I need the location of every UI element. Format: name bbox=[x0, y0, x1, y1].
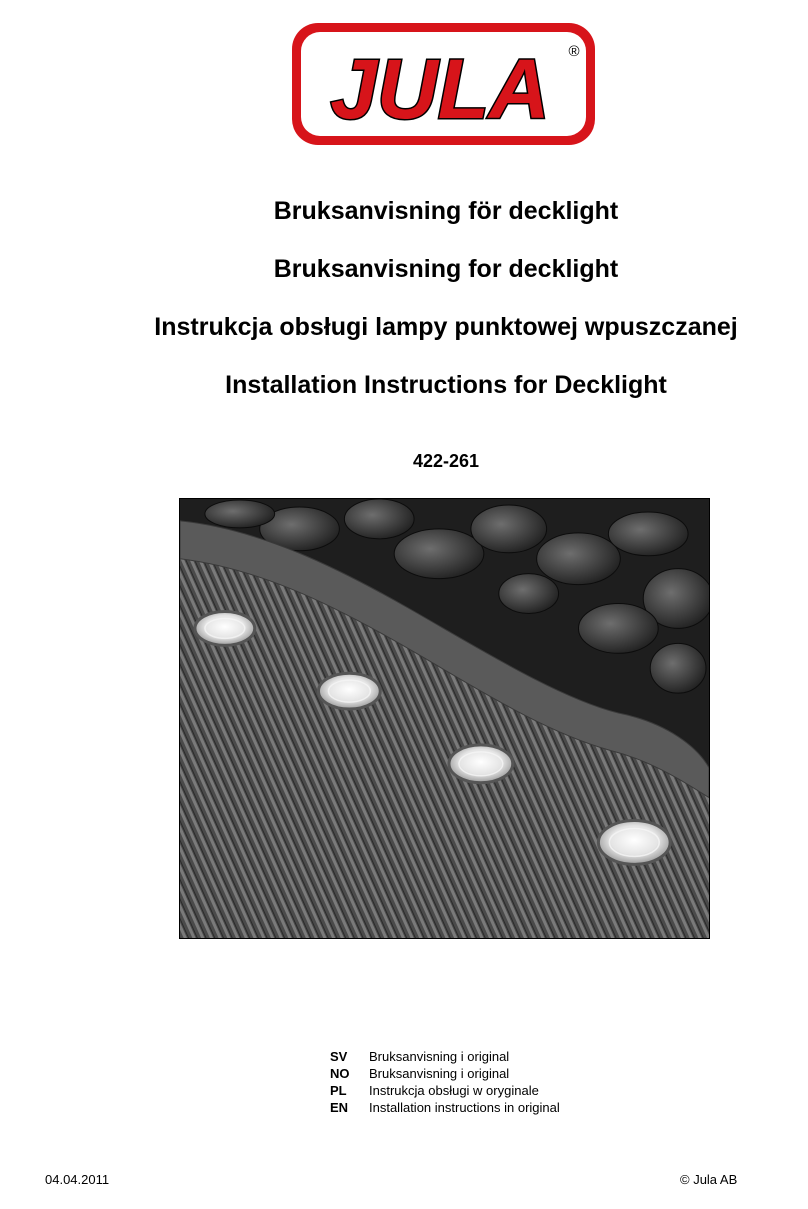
language-code: EN bbox=[330, 1100, 349, 1115]
language-text: Bruksanvisning i original bbox=[369, 1049, 510, 1064]
language-text: Instrukcja obsługi w oryginale bbox=[369, 1083, 539, 1098]
jula-logo-graphic bbox=[290, 21, 597, 147]
language-code: NO bbox=[330, 1066, 350, 1081]
title-swedish: Bruksanvisning för decklight bbox=[273, 197, 619, 225]
language-row-sv bbox=[330, 1048, 560, 1065]
title-polish: Instrukcja obsługi lampy punktowej wpuszczanej bbox=[154, 313, 738, 341]
logo-brand-text: JULA bbox=[330, 42, 550, 136]
document-date: 04.04.2011 bbox=[45, 1172, 110, 1187]
title-english: Installation Instructions for Decklight bbox=[225, 371, 667, 399]
language-text: Bruksanvisning i original bbox=[369, 1066, 510, 1081]
model-number: 422-261 bbox=[412, 451, 480, 471]
language-row-no bbox=[330, 1065, 560, 1082]
jula-logo bbox=[290, 21, 597, 147]
copyright-notice: © Jula AB bbox=[680, 1172, 738, 1187]
title-norwegian: Bruksanvisning for decklight bbox=[273, 255, 619, 283]
registered-mark: ® bbox=[568, 43, 580, 60]
language-code: PL bbox=[330, 1083, 347, 1098]
product-photo bbox=[179, 498, 710, 939]
language-text: Installation instructions in original bbox=[369, 1100, 560, 1115]
language-row-pl bbox=[330, 1082, 560, 1099]
language-list bbox=[330, 1048, 560, 1116]
language-row-en bbox=[330, 1099, 560, 1116]
language-code: SV bbox=[330, 1049, 348, 1064]
decklight-photo-illustration bbox=[180, 499, 709, 938]
